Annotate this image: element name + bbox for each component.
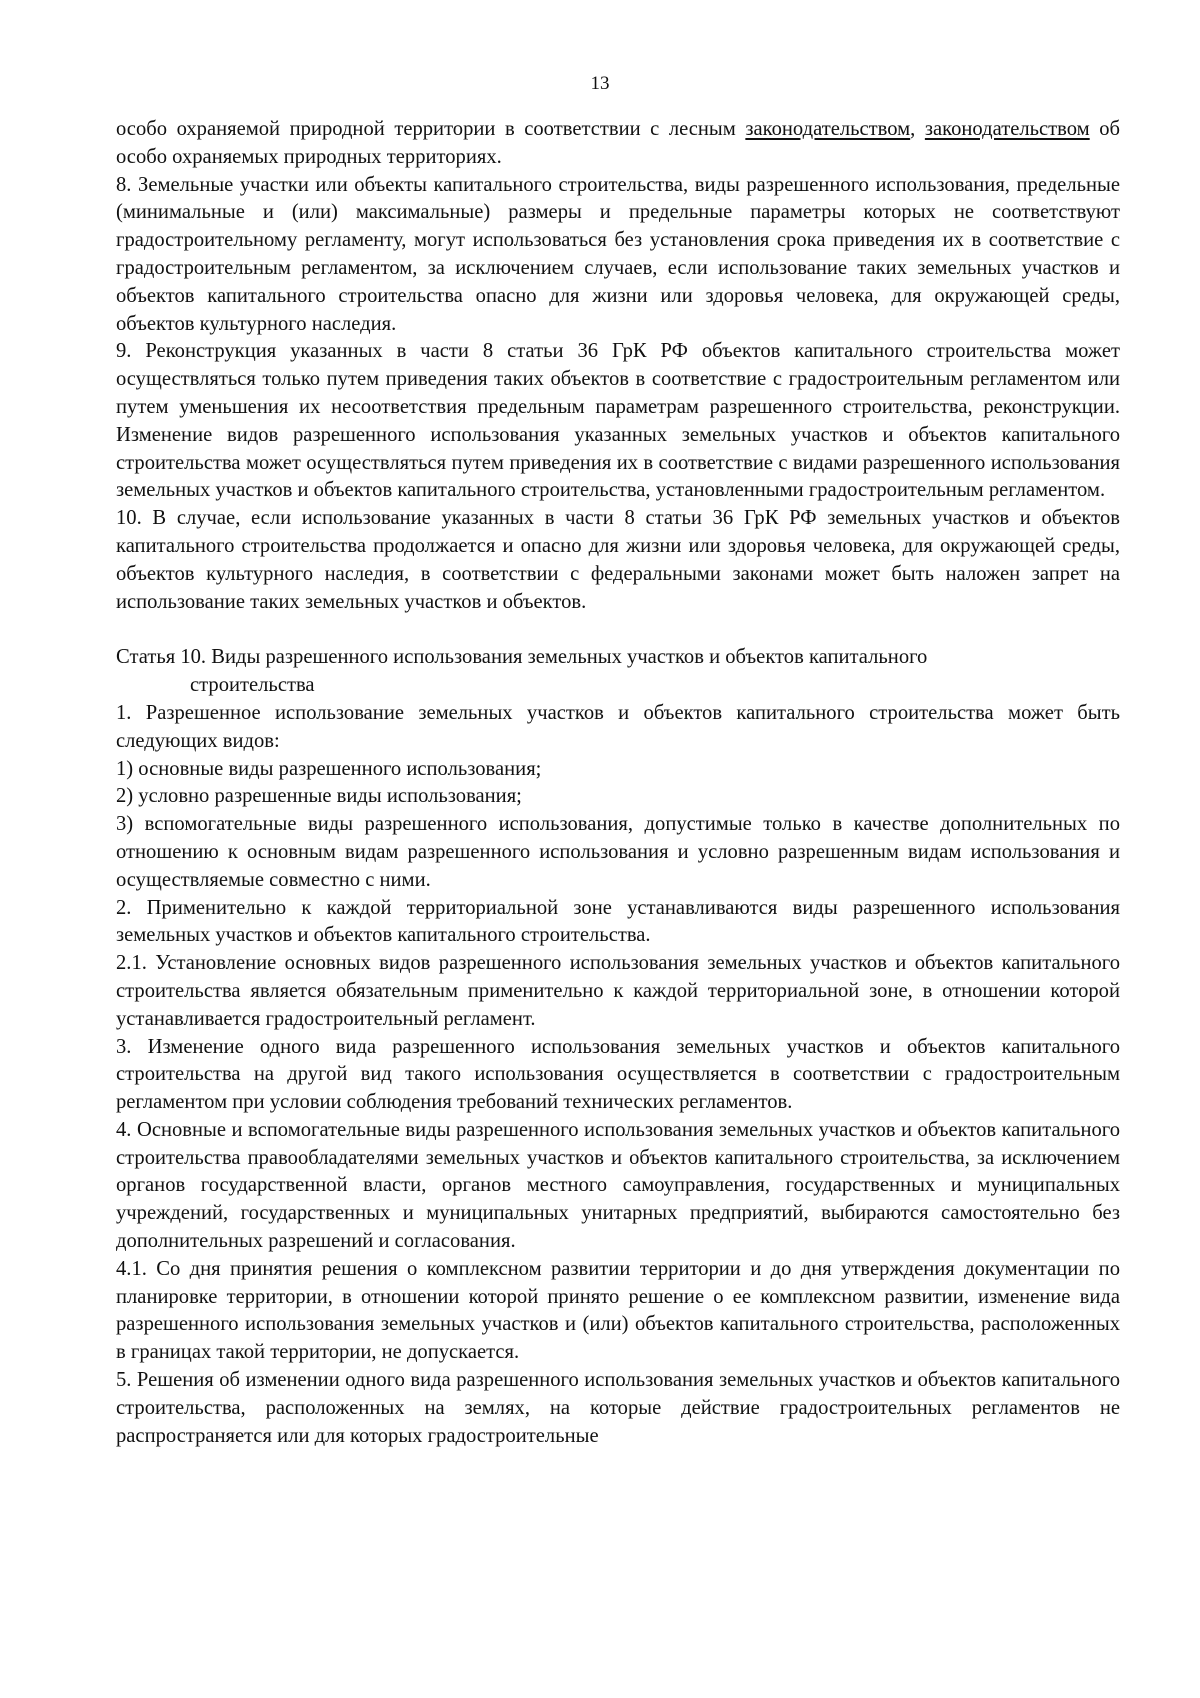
intro-text-2: , <box>910 118 925 140</box>
paragraph-8: 8. Земельные участки или объекты капитального строительства, виды разрешенного использования, предельные (минимальные и (или) максимальные) размеры и предельные параметры которых не соответствуют градостроительному регламенту, могут использоваться без установления срока приведения их в соответствие с градостроительным регламентом, за исключением случаев, если использование таких земельных участков и объектов капитального строительства опасно для жизни или здоровья человека, для окружающей среды, объектов культурного наследия. <box>116 173 1120 335</box>
forest-legislation-link[interactable]: законодательством <box>745 118 911 140</box>
article-paragraph-4: 4. Основные и вспомогательные виды разрешенного использования земельных участков и объектов капитального строительства правообладателями земельных участков и объектов капитального строительства, за исключением органов государственной власти, органов местного самоуправления, государственных и муниципальных учреждений, государственных и муниципальных унитарных предприятий, выбираются самостоятельно без дополнительных разрешений и согласования. <box>116 1118 1120 1253</box>
article-paragraph-1: 1. Разрешенное использование земельных участков и объектов капитального строительства может быть следующих видов: <box>116 701 1120 752</box>
intro-text-3: об особо охраняемых природных территориях. <box>116 118 1121 168</box>
list-item-1: 1) основные виды разрешенного использования; <box>116 757 542 780</box>
section-gap <box>116 616 1120 644</box>
paragraph-9: 9. Реконструкция указанных в части 8 статьи 36 ГрК РФ объектов капитального строительства может осуществляться только путем приведения таких объектов в соответствие с градостроительным регламентом или путем уменьшения их несоответствия предельным параметрам разрешенного строительства, реконструкции. Изменение видов разрешенного использования указанных земельных участков и объектов капитального строительства может осуществляться путем приведения их в соответствие с видами разрешенного использования земельных участков и объектов капитального строительства, установленными градостроительным регламентом. <box>116 340 1120 502</box>
intro-paragraph <box>116 116 1120 172</box>
article-paragraph-2-1: 2.1. Установление основных видов разрешенного использования земельных участков и объектов капитального строительства является обязательным применительно к каждой территориальной зоне, в отношении которой устанавливается градостроительный регламент. <box>116 952 1120 1030</box>
article-heading-line1: Статья 10. Виды разрешенного использования земельных участков и объектов капитального <box>116 646 928 669</box>
article-paragraph-4-1: 4.1. Со дня принятия решения о комплексном развитии территории и до дня утверждения документации по планировке территории, в отношении которой принято решение о ее комплексном развитии, изменение вида разрешенного использования земельных участков и (или) объектов капитального строительства, расположенных в границах такой территории, не допускается. <box>116 1257 1120 1364</box>
article-heading-line2: строительства <box>190 674 315 697</box>
article-paragraph-5: 5. Решения об изменении одного вида разрешенного использования земельных участков и объектов капитального строительства, расположенных на землях, на которые действие градостроительных регламентов не распространяется или для которых градостроительные <box>116 1369 1120 1447</box>
article-paragraph-3: 3. Изменение одного вида разрешенного использования земельных участков и объектов капитального строительства на другой вид такого использования осуществляется в соответствии с градостроительным регламентом при условии соблюдения требований технических регламентов. <box>116 1035 1120 1114</box>
article-heading <box>116 644 1120 700</box>
document-body <box>116 116 1120 1450</box>
protected-areas-legislation-link[interactable]: законодательством <box>924 118 1090 140</box>
list-item-3: 3) вспомогательные виды разрешенного использования, допустимые только в качестве дополнительных по отношению к основным видам разрешенного использования и условно разрешенным видам использования и осуществляемые совместно с ними. <box>116 813 1120 891</box>
page-number: 13 <box>590 73 610 94</box>
paragraph-10: 10. В случае, если использование указанных в части 8 статьи 36 ГрК РФ земельных участков и объектов капитального строительства продолжается и опасно для жизни или здоровья человека, для окружающей среды, объектов культурного наследия, в соответствии с федеральными законами может быть наложен запрет на использование таких земельных участков и объектов. <box>116 507 1120 613</box>
intro-text-1: особо охраняемой природной территории в соответствии с лесным <box>116 118 746 140</box>
list-item-2: 2) условно разрешенные виды использования; <box>116 785 522 808</box>
article-paragraph-2: 2. Применительно к каждой территориальной зоне устанавливаются виды разрешенного использования земельных участков и объектов капитального строительства. <box>116 896 1120 947</box>
